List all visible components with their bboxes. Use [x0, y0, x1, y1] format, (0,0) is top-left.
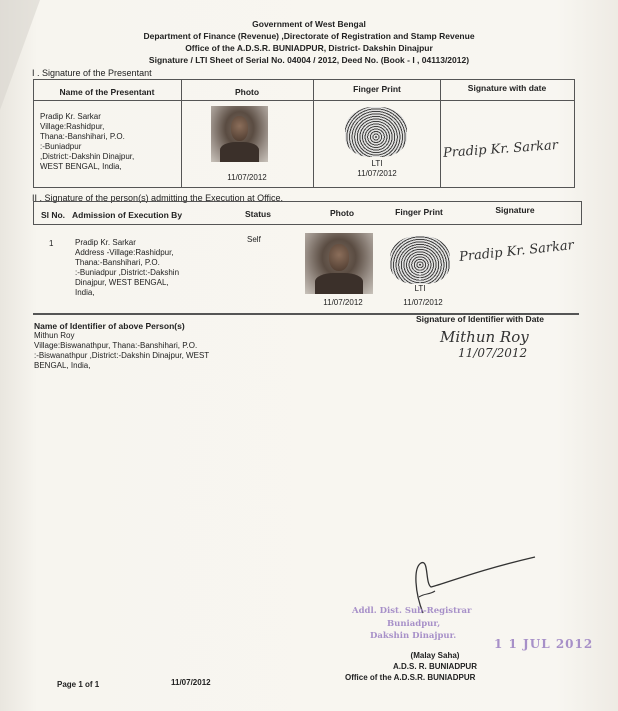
- col-signature-2: Signature: [495, 205, 535, 215]
- col-status: Status: [245, 209, 271, 219]
- footer-date: 11/07/2012: [171, 678, 211, 687]
- identifier-address-line: :-Biswanathpur ,District:-Dakshin Dinajpur, WEST: [34, 351, 210, 360]
- identifier-name: Mithun Roy: [34, 331, 75, 340]
- col-photo-2: Photo: [329, 208, 355, 218]
- identifier-signature-date: 11/07/2012: [458, 346, 528, 360]
- stamp-district: Dakshin Dinajpur.: [370, 631, 457, 641]
- page-number: Page 1 of 1: [57, 680, 100, 689]
- admission-address-line: Thana:-Banshihari, P.O.: [75, 258, 160, 267]
- identifier-address-line: Village:Biswanathpur, Thana:-Banshihari, P.O.: [34, 341, 198, 350]
- officer-title: A.D.S. R. BUNIADPUR: [392, 662, 477, 671]
- row-sl-no: 1: [49, 239, 54, 248]
- admission-signature: Pradip Kr. Sarkar: [458, 238, 575, 265]
- stamp-place: Buniadpur,: [387, 619, 441, 629]
- presentant-fp-date: 11/07/2012: [357, 169, 397, 178]
- header-government: Government of West Bengal: [252, 19, 366, 29]
- section1-col-rule: [440, 79, 441, 187]
- officer-office: Office of the A.D.S.R. BUNIADPUR: [345, 673, 476, 682]
- section1-title: I . Signature of the Presentant: [32, 68, 152, 78]
- admission-address-line: Address -Village:Rashidpur,: [75, 248, 174, 257]
- admission-details: [75, 238, 225, 298]
- admission-fp-date: 11/07/2012: [403, 298, 443, 307]
- admission-name: Pradip Kr. Sarkar: [75, 238, 136, 247]
- admission-photo: [305, 233, 373, 294]
- identifier-details: [34, 331, 294, 371]
- stamp-date: 1 1 JUL 2012: [494, 637, 594, 651]
- presentant-address-line: Village:Rashidpur,: [40, 122, 105, 131]
- header-department: Department of Finance (Revenue) ,Directorate of Registration and Stamp Revenue: [143, 31, 475, 41]
- col-finger-print: Finger Print: [353, 84, 401, 94]
- header-serial: Signature / LTI Sheet of Serial No. 04004 / 2012, Deed No. (Book - I , 04113/2012): [148, 55, 470, 65]
- presentant-details: [40, 112, 180, 172]
- col-signature-date: Signature with date: [467, 83, 547, 93]
- header-office: Office of the A.D.S.R. BUNIADPUR, District- Dakshin Dinajpur: [185, 43, 433, 53]
- identifier-title: Name of Identifier of above Person(s): [34, 321, 185, 331]
- presentant-address-line: WEST BENGAL, India,: [40, 162, 122, 171]
- presentant-lti-label: LTI: [371, 159, 383, 168]
- identifier-address-line: BENGAL, India,: [34, 361, 91, 370]
- admission-address-line: India,: [75, 288, 95, 297]
- presentant-photo: [211, 106, 268, 162]
- col-admission: Admission of Execution By: [72, 210, 183, 220]
- identifier-signature: Mithun Roy: [440, 328, 529, 346]
- admission-address-line: Dinajpur, WEST BENGAL,: [75, 278, 169, 287]
- admission-address-line: :-Buniadpur ,District:-Dakshin: [75, 268, 180, 277]
- presentant-address-line: ,District:-Dakshin Dinajpur,: [40, 152, 135, 161]
- identifier-signature-title: Signature of Identifier with Date: [416, 314, 544, 324]
- presentant-photo-date: 11/07/2012: [227, 173, 267, 182]
- presentant-fingerprint: [345, 107, 407, 157]
- section2-title: II . Signature of the person(s) admitting the Execution at Office.: [32, 193, 283, 203]
- col-sl-no: Sl No.: [40, 210, 66, 220]
- col-finger-print-2: Finger Print: [395, 207, 443, 217]
- row-status: Self: [247, 235, 261, 244]
- section1-header-rule: [33, 100, 574, 101]
- admission-fingerprint: [390, 236, 450, 284]
- admission-lti-label: LTI: [414, 284, 426, 293]
- officer-name: (Malay Saha): [410, 651, 460, 660]
- presentant-address-line: Thana:-Banshihari, P.O.: [40, 132, 125, 141]
- stamp-designation: Addl. Dist. Sub-Registrar: [352, 606, 472, 616]
- admission-photo-date: 11/07/2012: [323, 298, 363, 307]
- presentant-name: Pradip Kr. Sarkar: [40, 112, 101, 121]
- col-photo: Photo: [234, 87, 260, 97]
- col-name-presentant: Name of the Presentant: [59, 87, 155, 97]
- presentant-signature: Pradip Kr. Sarkar: [442, 138, 559, 161]
- presentant-address-line: :-Buniadpur: [40, 142, 82, 151]
